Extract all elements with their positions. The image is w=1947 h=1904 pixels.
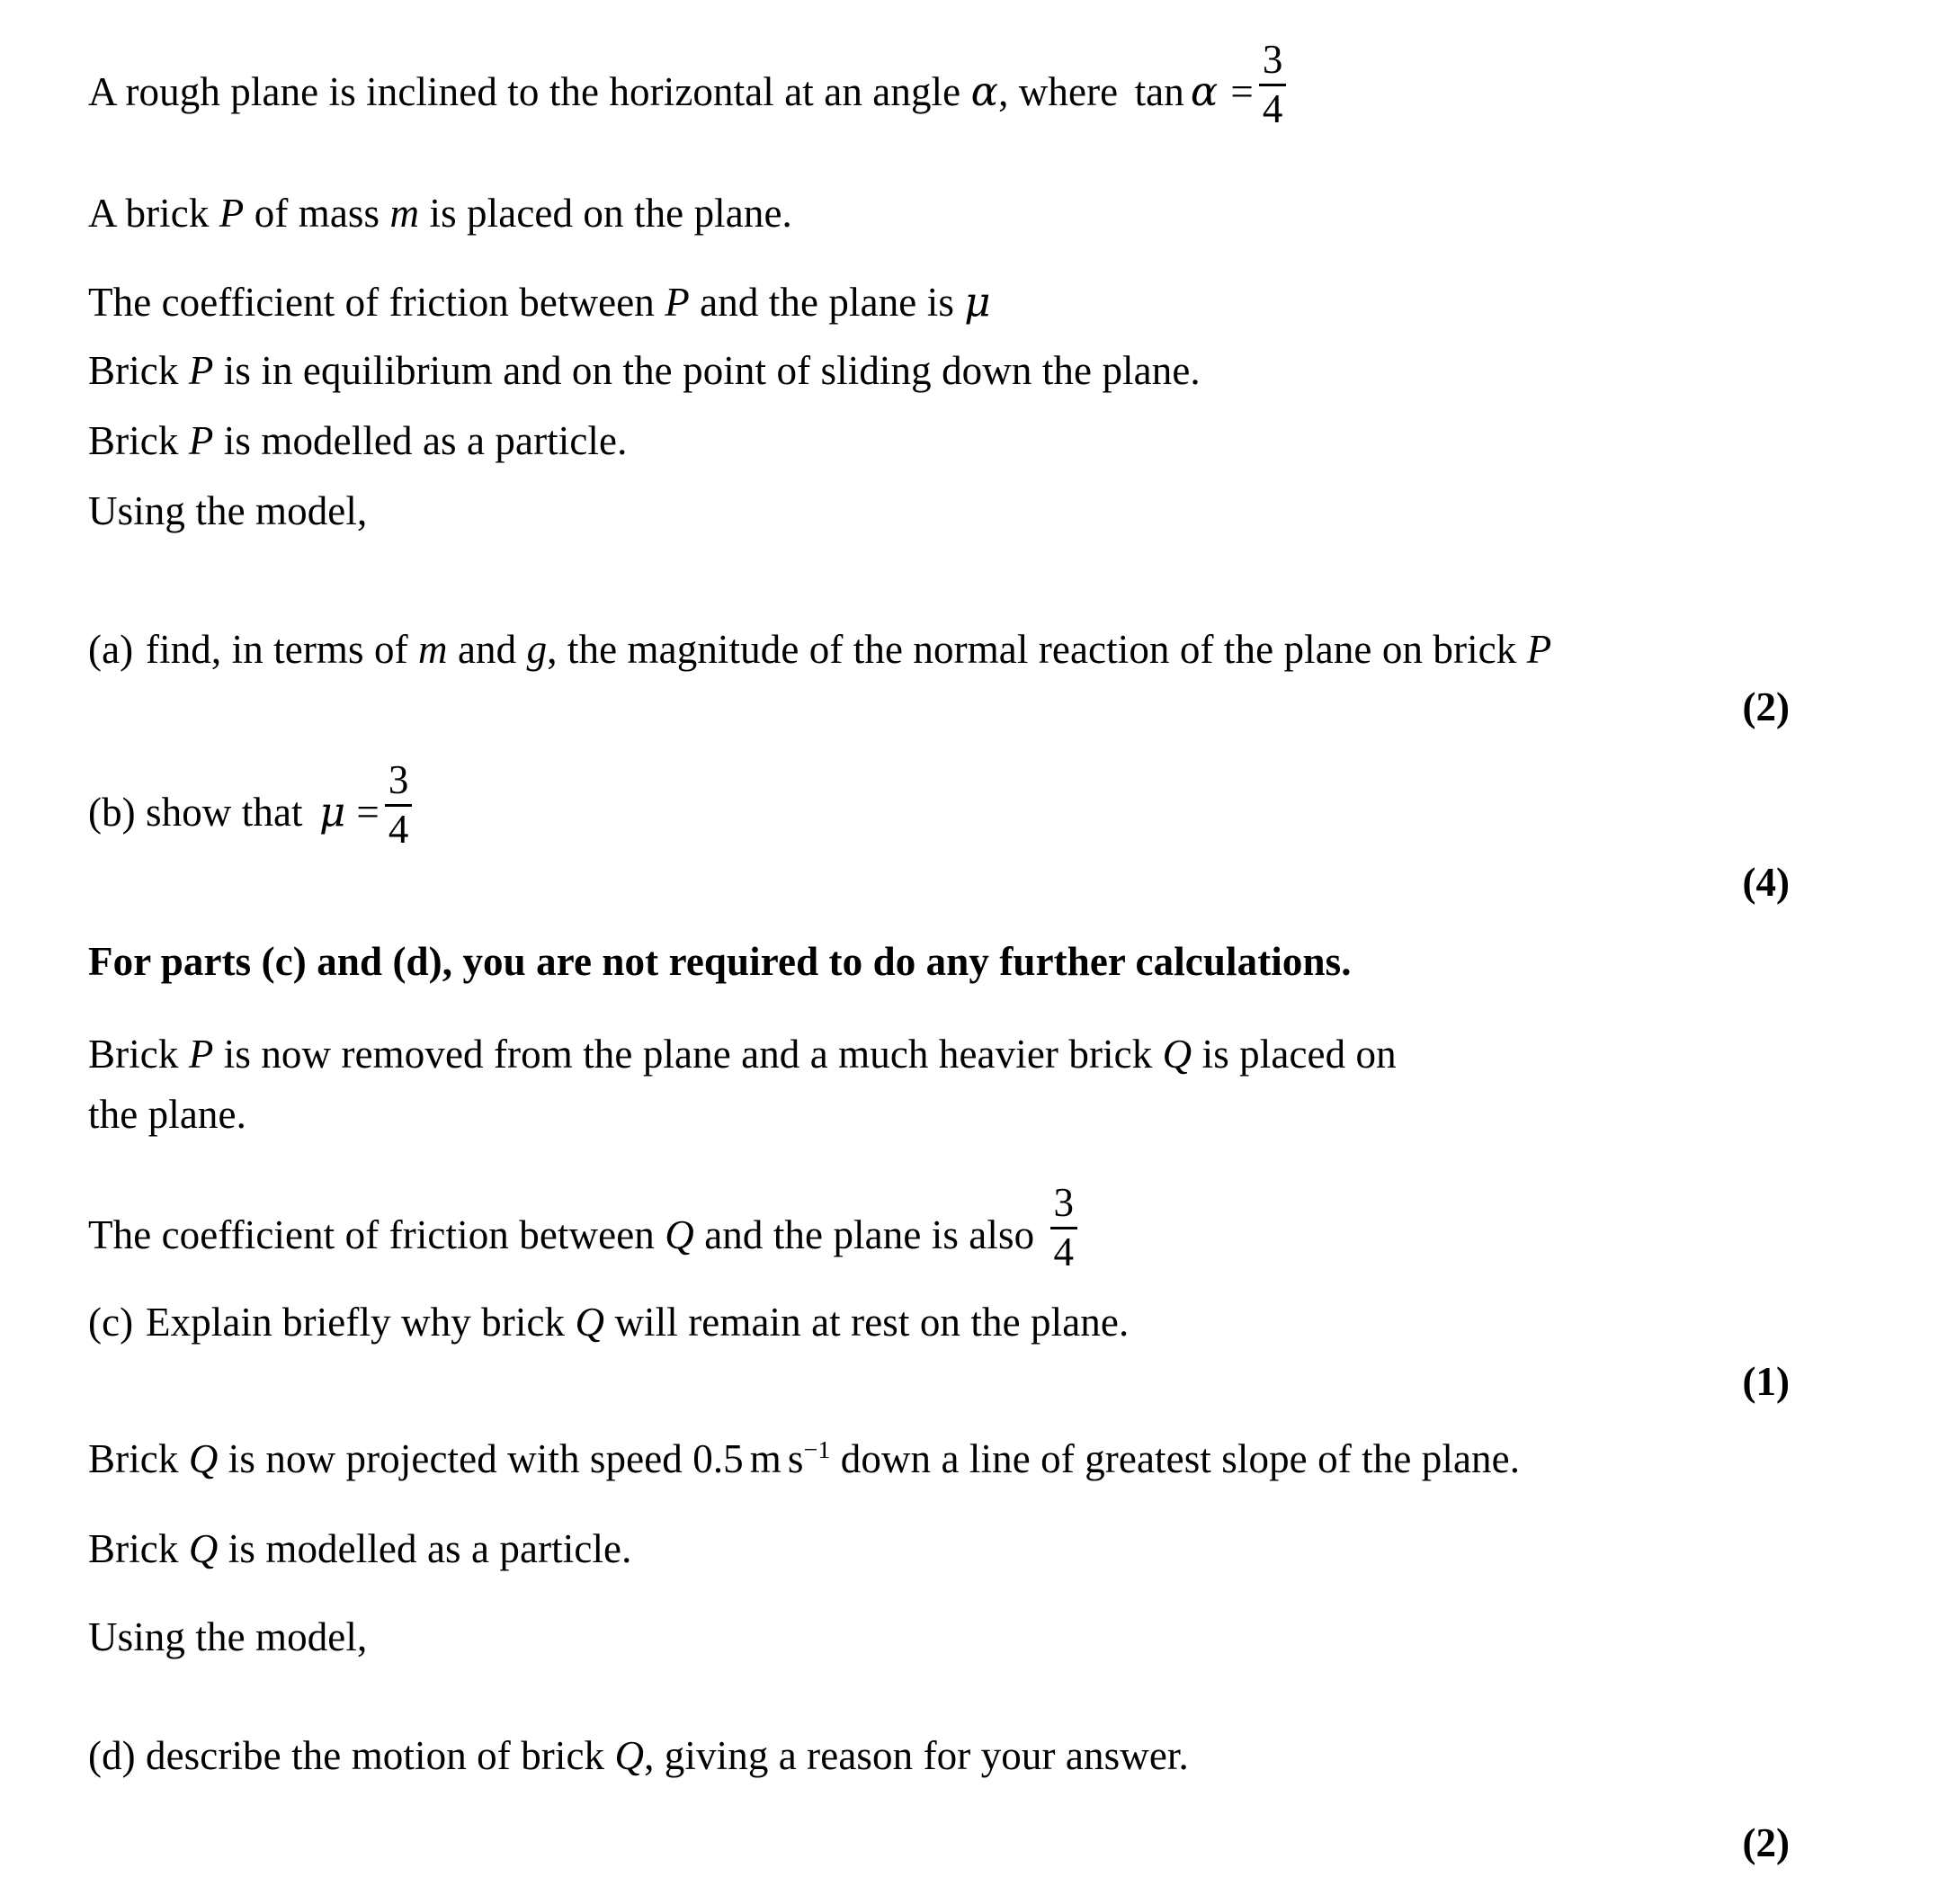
part-b-label: (b): [88, 790, 136, 835]
statement-text: is placed on: [1192, 1032, 1397, 1077]
variable-p: P: [1526, 627, 1552, 672]
statement-text: A brick: [88, 191, 219, 236]
part-d-label: (d): [88, 1733, 136, 1778]
part-a-text-mid: and: [447, 627, 527, 672]
statement-text: is modelled as a particle.: [218, 1526, 632, 1571]
statement-text: is now projected with speed: [218, 1436, 693, 1481]
statement-coefficient-friction-p: [88, 278, 991, 326]
statement-text: Brick: [88, 418, 189, 463]
part-a: [88, 627, 1552, 672]
variable-q: Q: [614, 1733, 645, 1778]
part-d-marks: (2): [1742, 1820, 1790, 1865]
part-b-fraction-numerator: 3: [388, 757, 409, 802]
part-a-text-after: , the magnitude of the normal reaction of the plane on brick: [547, 627, 1527, 672]
stem-fraction-denominator: 4: [1262, 85, 1283, 131]
part-d: [88, 1733, 1189, 1778]
stem-equals: =: [1230, 69, 1254, 114]
part-b-equals: =: [356, 790, 380, 835]
statement-text: Brick: [88, 1436, 189, 1481]
variable-p: P: [188, 348, 214, 393]
statement-text: Using the model,: [88, 488, 368, 533]
mu-symbol: μ: [964, 278, 991, 326]
statement-using-the-model-1: [88, 488, 368, 533]
stem-text-part1: A rough plane is inclined to the horizontal at an angle: [88, 69, 971, 114]
part-c: [88, 1302, 1129, 1343]
coefficient-q-text-after: and the plane is also: [693, 1212, 1045, 1257]
unit-metre: m: [749, 1436, 781, 1481]
bold-note-parts-cd: For parts (c) and (d), you are not required to do any further calculations.: [88, 939, 1352, 984]
variable-p: P: [219, 191, 245, 236]
stem-tan-alpha-var: α: [1190, 67, 1219, 115]
stem-fraction: [1259, 37, 1287, 131]
statement-brick-p-mass: [88, 193, 792, 234]
variable-g: g: [526, 627, 548, 672]
statement-coefficient-friction-q: [88, 1180, 1083, 1274]
variable-p: P: [188, 1032, 214, 1077]
part-c-text-after: will remain at rest on the plane.: [604, 1300, 1130, 1345]
coefficient-q-fraction-numerator: 3: [1053, 1180, 1075, 1225]
statement-text: Brick: [88, 1526, 189, 1571]
statement-text: is modelled as a particle.: [213, 418, 628, 463]
variable-m: m: [389, 191, 420, 236]
part-b: [88, 757, 417, 852]
statement-text: down a line of greatest slope of the plane.: [830, 1436, 1521, 1481]
speed-value: 0.5: [692, 1436, 744, 1481]
statement-equilibrium-sliding: [88, 348, 1201, 393]
part-b-marks: (4): [1742, 860, 1790, 905]
statement-brick-p-removed-line1: [88, 1034, 1397, 1075]
variable-p: P: [188, 418, 214, 463]
statement-text: is placed on the plane.: [419, 191, 792, 236]
statement-text: The coefficient of friction between: [88, 280, 665, 325]
statement-brick-p-removed-line2: [88, 1092, 246, 1137]
question-stem: [88, 37, 1291, 131]
part-a-label: (a): [88, 627, 134, 672]
part-b-fraction-denominator: 4: [388, 806, 409, 852]
statement-text: is in equilibrium and on the point of sliding down the plane.: [213, 348, 1201, 393]
variable-p: P: [665, 280, 690, 325]
statement-text: of mass: [244, 191, 390, 236]
variable-q: Q: [575, 1300, 605, 1345]
stem-alpha-symbol: α: [970, 67, 999, 115]
part-a-text-before: find, in terms of: [146, 627, 419, 672]
coefficient-q-fraction: [1050, 1180, 1078, 1274]
part-c-text-before: Explain briefly why brick: [146, 1300, 576, 1345]
statement-brick-p-particle: [88, 418, 628, 463]
stem-tan-label: tan: [1134, 69, 1184, 114]
part-d-text-before: describe the motion of brick: [146, 1733, 615, 1778]
variable-q: Q: [1162, 1032, 1192, 1077]
mu-symbol: μ: [319, 788, 346, 836]
statement-text: Using the model,: [88, 1614, 368, 1659]
part-d-text-after: , giving a reason for your answer.: [644, 1733, 1189, 1778]
statement-text: Brick: [88, 1032, 189, 1077]
stem-text-part2: , where: [998, 69, 1129, 114]
variable-q: Q: [188, 1436, 219, 1481]
unit-exponent: −1: [803, 1436, 831, 1464]
variable-q: Q: [665, 1212, 694, 1257]
coefficient-q-fraction-denominator: 4: [1053, 1229, 1075, 1274]
variable-q: Q: [188, 1526, 219, 1571]
statement-brick-q-projected: [88, 1436, 1521, 1481]
statement-text: the plane.: [88, 1092, 246, 1137]
part-b-text-before: show that: [146, 790, 313, 835]
statement-text: Brick: [88, 348, 189, 393]
part-b-fraction: [385, 757, 413, 852]
coefficient-q-text-before: The coefficient of friction between: [88, 1212, 665, 1257]
stem-fraction-numerator: 3: [1262, 37, 1283, 82]
part-c-marks: (1): [1742, 1359, 1790, 1404]
part-c-label: (c): [88, 1300, 134, 1345]
unit-second: s: [787, 1436, 804, 1481]
variable-m: m: [418, 627, 448, 672]
part-a-marks: (2): [1742, 684, 1790, 729]
statement-text: is now removed from the plane and a much heavier brick: [213, 1032, 1163, 1077]
statement-text: and the plane is: [689, 280, 965, 325]
statement-brick-q-particle: [88, 1526, 632, 1571]
statement-using-the-model-2: [88, 1614, 368, 1659]
